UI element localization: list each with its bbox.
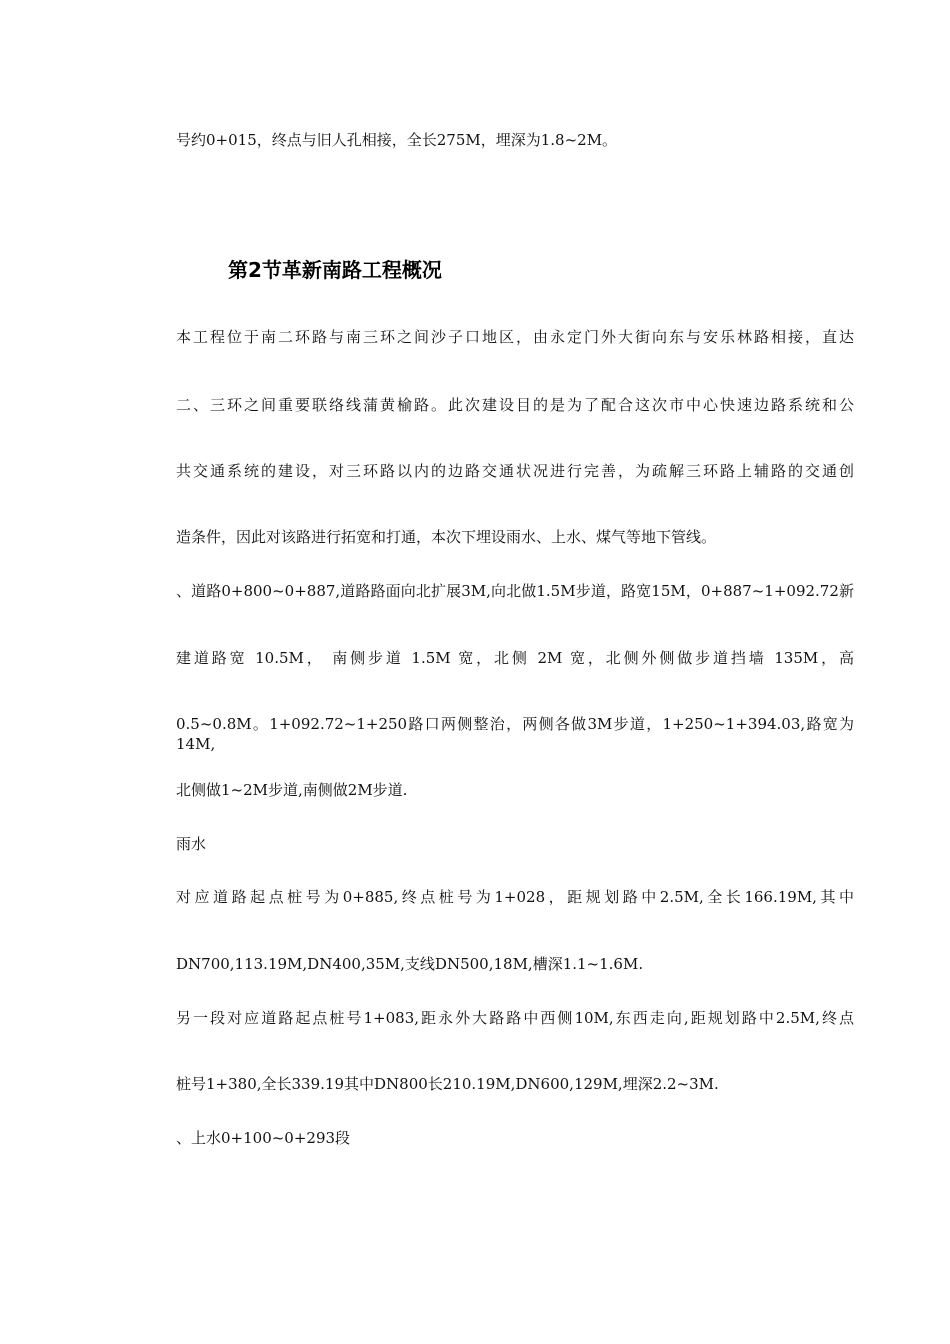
intro-paragraph-line: 号约0+015，终点与旧人孔相接，全长275M，埋深为1.8~2M。	[176, 131, 618, 149]
rain-line-4: 桩号1+380,全长339.19其中DN800长210.19M,DN600,129M,埋深2.2~3M.	[176, 1075, 719, 1093]
road-line-1: 、道路0+800~0+887,道路路面向北扩展3M,向北做1.5M步道，路宽15M，0+887~1+092.72新	[176, 582, 854, 600]
overview-line-3: 共交通系统的建设，对三环路以内的边路交通状况进行完善，为疏解三环路上辅路的交通创	[176, 462, 854, 480]
overview-line-4: 造条件，因此对该路进行拓宽和打通，本次下埋设雨水、上水、煤气等地下管线。	[176, 528, 717, 546]
water-supply-line: 、上水0+100~0+293段	[176, 1129, 351, 1147]
road-line-4: 北侧做1~2M步道,南侧做2M步道.	[176, 781, 408, 799]
section-title: 第2节革新南路工程概况	[228, 258, 442, 282]
rain-line-1: 对应道路起点桩号为0+885,终点桩号为1+028，距规划路中2.5M,全长166.19M,其中	[176, 888, 854, 906]
road-line-3: 0.5~0.8M。1+092.72~1+250路口两侧整治，两侧各做3M步道，1+250~1+394.03,路宽为14M,	[176, 715, 854, 753]
rain-line-2: DN700,113.19M,DN400,35M,支线DN500,18M,槽深1.1~1.6M.	[176, 955, 644, 973]
rain-section-label: 雨水	[176, 835, 207, 853]
overview-line-2: 二、三环之间重要联络线蒲黄榆路。此次建设目的是为了配合这次市中心快速边路系统和公	[176, 396, 854, 414]
road-line-2: 建道路宽 10.5M， 南侧步道 1.5M 宽，北侧 2M 宽，北侧外侧做步道挡墙 135M，高	[176, 649, 854, 667]
rain-line-3: 另一段对应道路起点桩号1+083,距永外大路路中西侧10M,东西走向,距规划路中2.5M,终点	[176, 1009, 854, 1027]
overview-line-1: 本工程位于南二环路与南三环之间沙子口地区，由永定门外大街向东与安乐林路相接，直达	[176, 328, 854, 346]
